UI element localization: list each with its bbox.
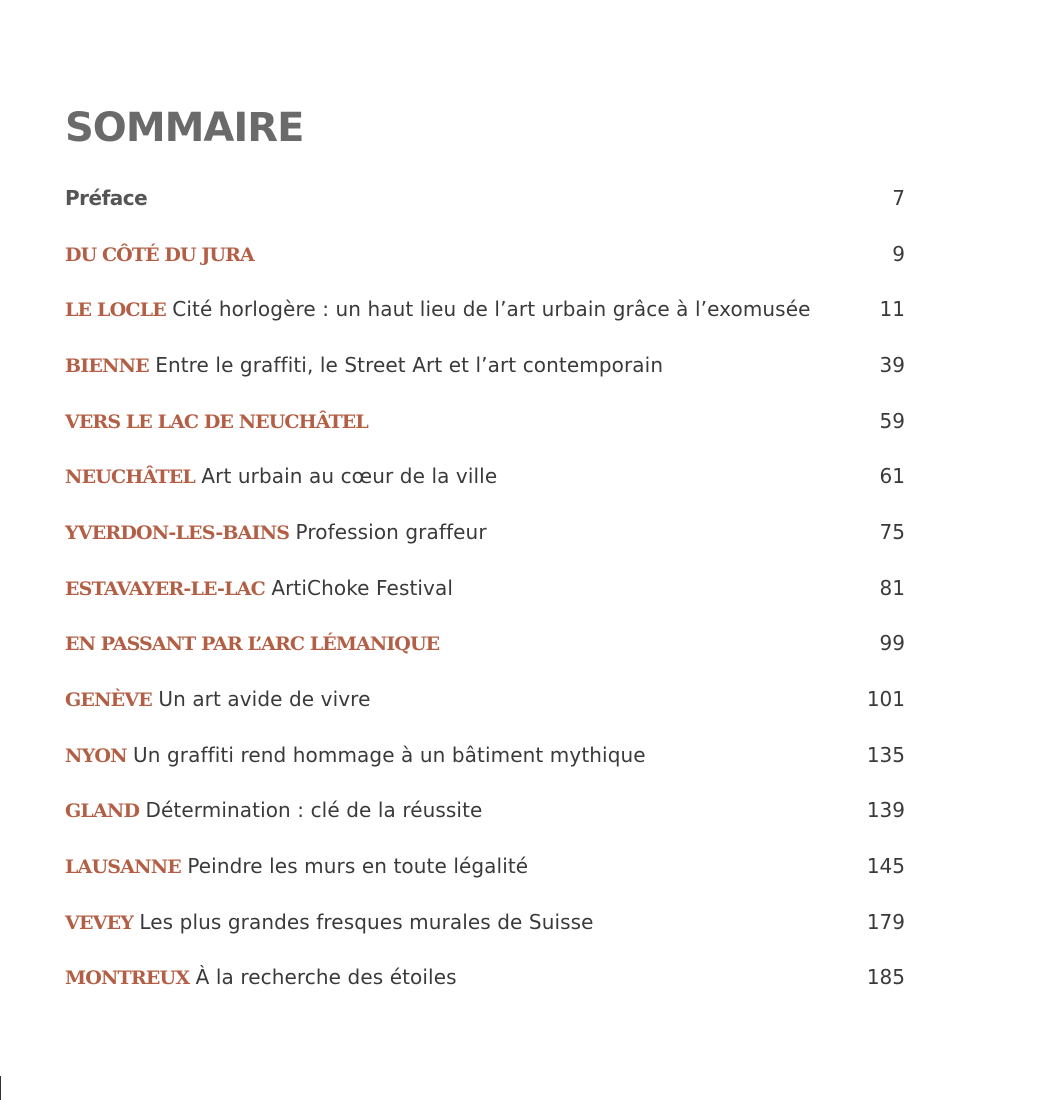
toc-place-name: ESTAVAYER-LE-LAC	[65, 577, 265, 600]
toc-page-number: 185	[866, 965, 905, 990]
toc-entry-description: Entre le graffiti, le Street Art et l’art contemporain	[155, 352, 664, 377]
toc-entry-preface[interactable]	[65, 170, 905, 226]
toc-entry-nyon[interactable]	[65, 727, 905, 783]
toc-page-number: 61	[879, 464, 905, 489]
toc-entry-vevey[interactable]	[65, 894, 905, 950]
crop-mark	[0, 1076, 1, 1100]
toc-entry-label	[65, 186, 147, 210]
toc-entry-label	[65, 576, 453, 600]
toc-page-number: 7	[892, 185, 905, 210]
toc-place-name: VEVEY	[65, 911, 134, 934]
toc-entry-neuchatel[interactable]	[65, 448, 905, 504]
toc-page-number: 179	[866, 909, 905, 934]
toc-entry-description: Les plus grandes fresques murales de Suisse	[139, 909, 594, 934]
toc-place-name: LAUSANNE	[65, 856, 181, 879]
toc-entry-gland[interactable]	[65, 783, 905, 839]
toc-entry-geneve[interactable]	[65, 671, 905, 727]
toc-page-number: 99	[879, 631, 905, 656]
toc-place-name: BIENNE	[65, 354, 149, 377]
toc-place-name: NEUCHÂTEL	[65, 466, 195, 489]
toc-place-name: GENÈVE	[65, 689, 152, 712]
toc-entry-description: Cité horlogère : un haut lieu de l’art urbain grâce à l’exomusée	[172, 297, 811, 322]
toc-section-title: DU CÔTÉ DU JURA	[65, 243, 254, 266]
toc-entry-label	[65, 353, 663, 377]
toc-entry-label	[65, 242, 254, 266]
toc-section-title: VERS LE LAC DE NEUCHÂTEL	[65, 410, 368, 433]
toc-entry-description: Profession graffeur	[295, 519, 487, 544]
toc-page-number: 11	[879, 297, 905, 322]
toc-page-number: 59	[879, 408, 905, 433]
toc-page-number: 81	[879, 575, 905, 600]
toc-entry-le-locle[interactable]	[65, 281, 905, 337]
toc-entry-label	[65, 854, 528, 878]
toc-section-jura[interactable]	[65, 226, 905, 282]
toc-page-number: 145	[866, 854, 905, 879]
toc-entry-label	[65, 798, 482, 822]
toc-page-number: 139	[866, 798, 905, 823]
toc-place-name: LE LOCLE	[65, 299, 166, 322]
toc-entry-description: Un art avide de vivre	[158, 687, 371, 712]
toc-entry-description: Peindre les murs en toute légalité	[187, 854, 529, 879]
toc-entry-label	[65, 409, 368, 433]
toc-entry-montreux[interactable]	[65, 950, 905, 1006]
toc-entry-label	[65, 464, 497, 488]
toc-entry-yverdon[interactable]	[65, 504, 905, 560]
toc-place-name: MONTREUX	[65, 967, 190, 990]
toc-page-number: 39	[879, 352, 905, 377]
toc-entry-bienne[interactable]	[65, 337, 905, 393]
toc-entry-label	[65, 910, 594, 934]
toc-section-neuchatel-lake[interactable]	[65, 393, 905, 449]
toc-page-number: 9	[892, 241, 905, 266]
toc-entry-label	[65, 297, 811, 321]
toc-entry-description: Détermination : clé de la réussite	[145, 798, 483, 823]
toc-section-arc-lemanique[interactable]	[65, 616, 905, 672]
toc-page-number: 75	[879, 519, 905, 544]
toc-place-name: GLAND	[65, 800, 140, 823]
toc-entry-description: ArtiChoke Festival	[271, 575, 454, 600]
toc-entry-description: À la recherche des étoiles	[195, 965, 457, 990]
toc-entry-label	[65, 520, 487, 544]
toc-entry-lausanne[interactable]	[65, 838, 905, 894]
toc-place-name: YVERDON-LES-BAINS	[65, 521, 290, 544]
page-title: SOMMAIRE	[65, 105, 304, 151]
toc-entry-estavayer[interactable]	[65, 560, 905, 616]
toc-page-number: 135	[866, 742, 905, 767]
toc-entry-description: Art urbain au cœur de la ville	[201, 464, 498, 489]
toc-section-title: EN PASSANT PAR L’ARC LÉMANIQUE	[65, 633, 440, 656]
toc-entry-label	[65, 965, 457, 989]
table-of-contents	[65, 170, 905, 1005]
toc-entry-label	[65, 687, 370, 711]
toc-preface-label: Préface	[65, 185, 148, 210]
toc-entry-label	[65, 631, 439, 655]
toc-page-number: 101	[866, 687, 905, 712]
toc-entry-label	[65, 743, 646, 767]
toc-entry-description: Un graffiti rend hommage à un bâtiment mythique	[133, 742, 646, 767]
toc-place-name: NYON	[65, 744, 127, 767]
